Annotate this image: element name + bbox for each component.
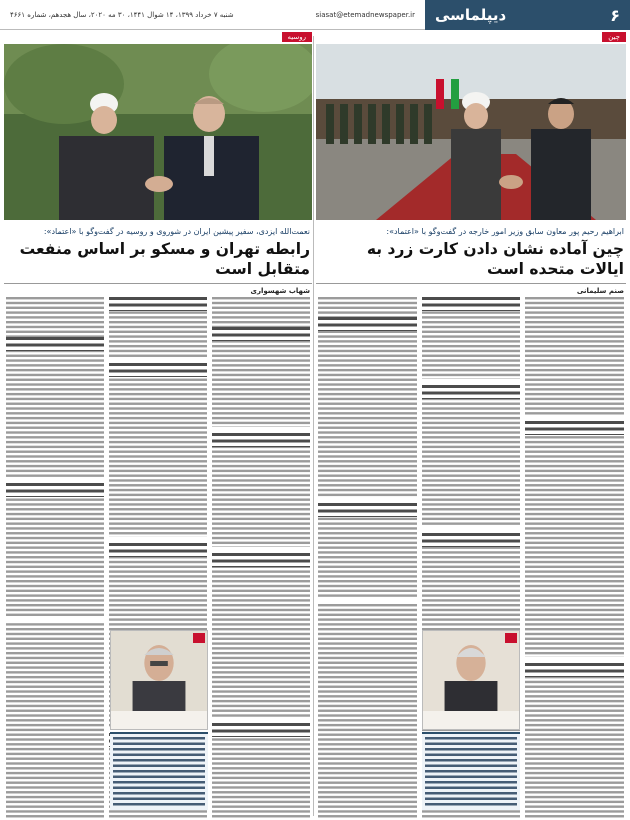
article-headline[interactable]: چین آماده نشان دادن کارت زرد به ایالات متحده است	[316, 237, 626, 284]
pull-quote-text	[113, 737, 205, 807]
question-line	[525, 421, 624, 435]
text-column-1	[525, 297, 624, 818]
column-divider	[313, 36, 314, 816]
article-tag-row	[316, 32, 626, 42]
question-line	[318, 317, 417, 331]
question-line	[109, 297, 207, 311]
question-line	[525, 663, 624, 677]
section-bar	[425, 0, 630, 30]
issue-info: شنبه ۷ خرداد ۱۳۹۹، ۱۴ شوال ۱۴۴۱، ۳۰ مه ۲۰۲۰، سال هجدهم، شماره ۴۶۶۱	[10, 10, 234, 19]
question-line	[212, 433, 310, 447]
article-tag: روسیه	[282, 32, 313, 42]
portrait-illustration	[423, 631, 519, 711]
text-column-3	[6, 297, 104, 818]
article-pretitle: نعمت‌الله ایزدی، سفیر پیشین ایران در شوروی و روسیه در گفت‌وگو با «اعتماد»:	[43, 227, 310, 236]
text-column-3	[318, 297, 417, 818]
article-russia	[4, 32, 312, 818]
inset-badge	[193, 633, 205, 643]
question-line	[109, 363, 207, 377]
pull-quote-text	[425, 737, 517, 807]
question-line	[6, 337, 104, 351]
question-line	[212, 553, 310, 567]
inset-portrait-izadi	[110, 630, 208, 730]
question-line	[422, 297, 521, 311]
photo-rouhani-xi	[316, 44, 626, 220]
photo-rouhani-putin	[4, 44, 312, 220]
question-line	[212, 723, 310, 737]
page-number: ۶	[610, 5, 620, 25]
article-pretitle: ابراهیم رحیم پور معاون سابق وزیر امور خارجه در گفت‌وگو با «اعتماد»:	[386, 227, 624, 236]
header-meta	[0, 0, 425, 30]
section-name: دیپلماسی	[435, 6, 507, 24]
page-header	[0, 0, 630, 30]
question-line	[6, 483, 104, 497]
photo-illustration	[4, 44, 312, 220]
article-byline: شهاب شهسواری	[250, 287, 310, 295]
paragraph-gap	[6, 617, 104, 623]
question-line	[318, 503, 417, 517]
article-byline: صنم سلیمانی	[576, 287, 624, 295]
pull-quote-box	[110, 732, 208, 810]
inset-badge	[505, 633, 517, 643]
website-email[interactable]: siasat@etemadnewspaper.ir	[315, 10, 415, 19]
paragraph-gap	[318, 597, 417, 603]
inset-portrait-rahimpour	[422, 630, 520, 730]
article-china	[316, 32, 626, 818]
article-tag: چین	[602, 32, 626, 42]
question-line	[422, 385, 521, 399]
article-tag-row	[4, 32, 312, 42]
photo-illustration	[316, 44, 626, 220]
pull-quote-box	[422, 732, 520, 810]
article-headline[interactable]: رابطه تهران و مسکو بر اساس منفعت متقابل است	[4, 237, 312, 284]
question-line	[422, 533, 521, 547]
text-column-1	[212, 297, 310, 818]
question-line	[212, 327, 310, 341]
question-line	[109, 543, 207, 557]
portrait-illustration	[111, 631, 207, 711]
